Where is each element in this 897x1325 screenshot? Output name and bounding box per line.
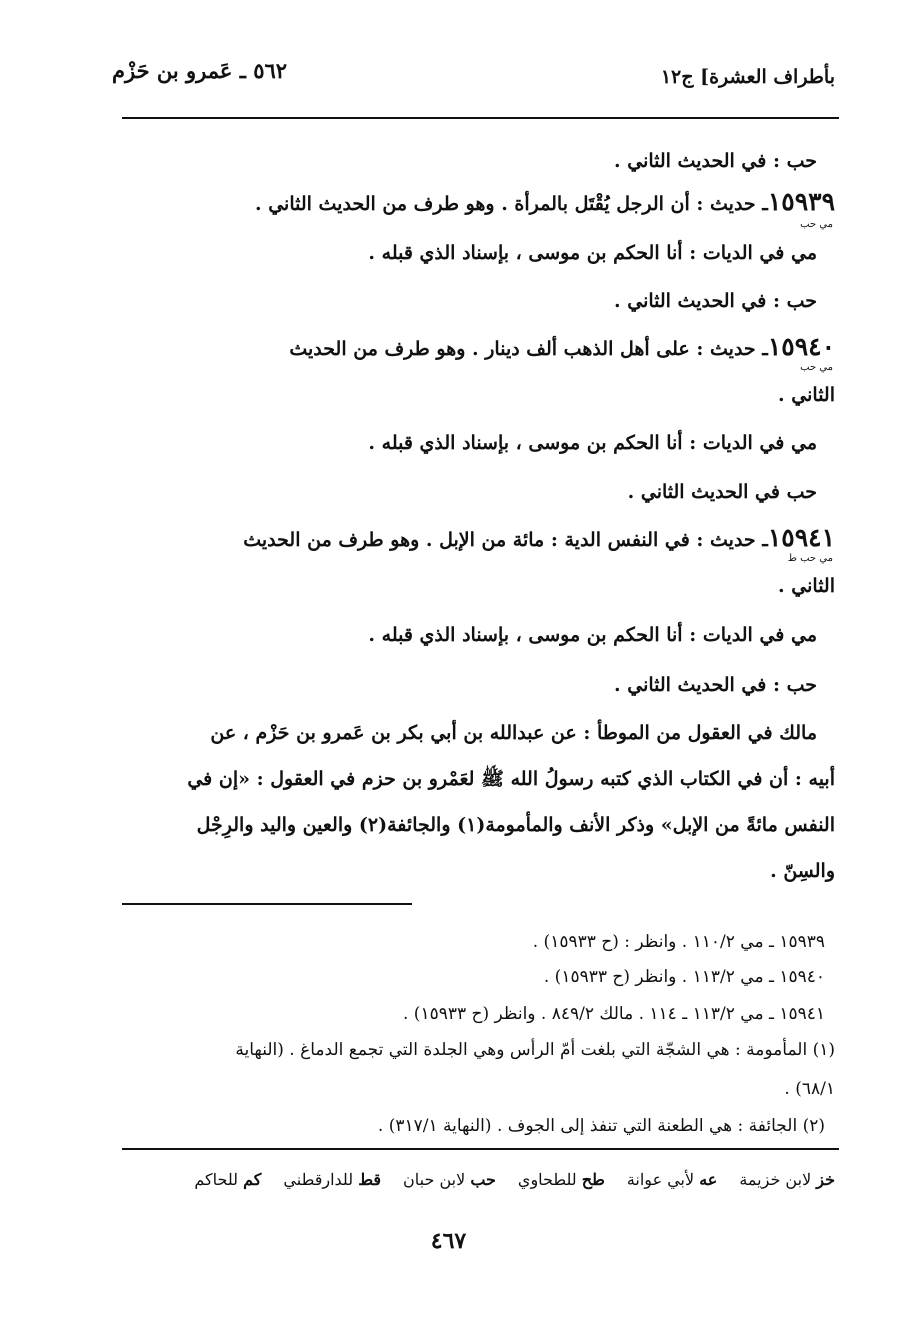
running-title: بأطراف العشرة] ج١٢: [660, 66, 835, 88]
hadith-heading: [112, 332, 835, 364]
body-line: الثاني .: [778, 384, 835, 406]
hadith-sigla: مي حب: [800, 219, 833, 230]
chapter-title: ٥٦٢ ـ عَمرو بن حَزْم: [112, 58, 288, 83]
hadith-heading: [112, 187, 835, 219]
abbreviation-item: كم للحاكم: [194, 1170, 262, 1189]
hadith-number: ١٥٩٤٠: [767, 332, 835, 361]
body-line: حب : في الحديث الثاني .: [614, 674, 817, 696]
hadith-number: ١٥٩٤١: [767, 523, 835, 552]
body-line: مي في الديات : أنا الحكم بن موسى ، بإسناد الذي قبله .: [368, 432, 817, 454]
hadith-sigla: مي حب: [800, 362, 833, 373]
abbreviation-item: حب لابن حبان: [403, 1170, 496, 1189]
footnote-line: ١٥٩٤٠ ـ مي ١١٣/٢ . وانظر (ح ١٥٩٣٣) .: [543, 967, 825, 987]
body-line: الثاني .: [778, 575, 835, 597]
body-line: مي في الديات : أنا الحكم بن موسى ، بإسناد الذي قبله .: [368, 242, 817, 264]
hadith-heading: [112, 523, 835, 555]
body-line: حب في الحديث الثاني .: [627, 481, 817, 503]
abbreviation-item: طح للطحاوي: [517, 1170, 605, 1189]
abbreviation-item: قط للدارقطني: [283, 1170, 382, 1189]
footnote-line: ٦٨/١) .: [784, 1079, 835, 1099]
abbreviation-item: خز لابن خزيمة: [739, 1170, 835, 1189]
body-line: مي في الديات : أنا الحكم بن موسى ، بإسناد الذي قبله .: [368, 624, 817, 646]
header-rule: [122, 117, 839, 119]
hadith-text: ـ حديث : أن الرجل يُقْتَل بالمرأة . وهو طرف من الحديث الثاني .: [254, 193, 768, 215]
body-line: مالك في العقول من الموطأ : عن عبدالله بن أبي بكر بن عَمرو بن حَزْم ، عن: [210, 722, 817, 744]
hadith-sigla: مي حب ط: [787, 553, 833, 564]
body-line: أبيه : أن في الكتاب الذي كتبه رسولُ الله ﷺ لعَمْرو بن حزم في العقول : «إن في: [187, 768, 835, 790]
body-line: والسِنّ .: [770, 860, 835, 882]
abbreviations-key: [194, 1170, 835, 1189]
footnote-line: (١) المأمومة : هي الشجّة التي بلغت أمّ الرأس وهي الجلدة التي تجمع الدماغ . (النهاية: [235, 1040, 835, 1060]
footnote-line: ١٥٩٣٩ ـ مي ١١٠/٢ . وانظر : (ح ١٥٩٣٣) .: [532, 932, 825, 952]
footnote-line: (٢) الجائفة : هي الطعنة التي تنفذ إلى الجوف . (النهاية ٣١٧/١) .: [377, 1116, 825, 1136]
page-number: ٤٦٧: [430, 1228, 467, 1254]
body-line: حب : في الحديث الثاني .: [614, 150, 817, 172]
body-line: حب : في الحديث الثاني .: [614, 290, 817, 312]
hadith-text: ـ حديث : في النفس الدية : مائة من الإبل . وهو طرف من الحديث: [243, 529, 768, 551]
footnote-line: ١٥٩٤١ ـ مي ١١٣/٢ ـ ١١٤ . مالك ٨٤٩/٢ . وانظر (ح ١٥٩٣٣) .: [402, 1004, 825, 1024]
abbreviations-rule: [122, 1148, 839, 1150]
hadith-text: ـ حديث : على أهل الذهب ألف دينار . وهو طرف من الحديث: [289, 338, 768, 360]
footnote-rule: [122, 903, 412, 905]
body-line: النفس مائةً من الإبل» وذكر الأنف والمأمومة(١) والجائفة(٢) والعين واليد والرِجْل: [196, 814, 835, 836]
abbreviation-item: عه لأبي عوانة: [626, 1170, 718, 1189]
hadith-number: ١٥٩٣٩: [767, 187, 835, 216]
